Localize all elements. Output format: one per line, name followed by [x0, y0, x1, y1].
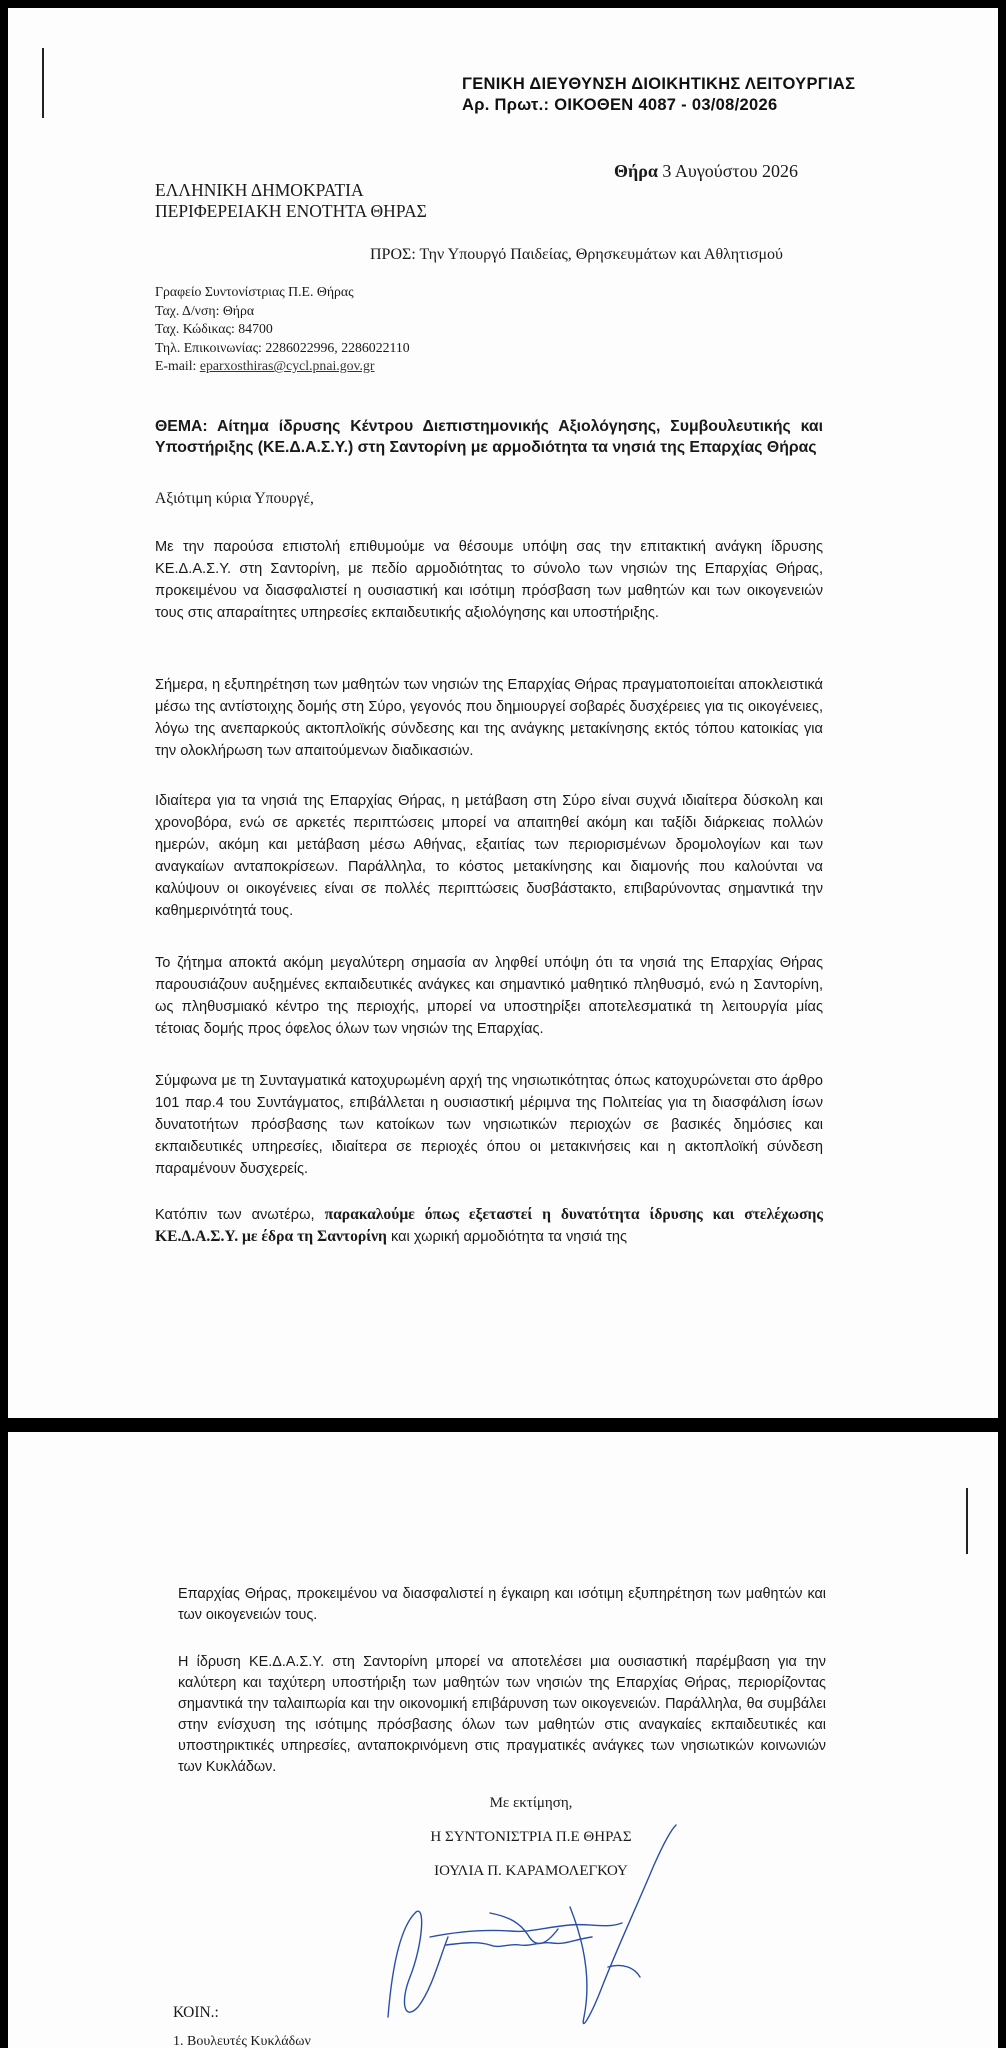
office-phones: Τηλ. Επικοινωνίας: 2286022996, 2286022110: [155, 339, 410, 355]
place-date: [614, 161, 798, 182]
recipient-line: ΠΡΟΣ: Την Υπουργό Παιδείας, Θρησκευμάτων και Αθλητισμού: [370, 246, 783, 263]
body-paragraph: Ιδιαίτερα για τα νησιά της Επαρχίας Θήρας, η μετάβαση στη Σύρο είναι συχνά ιδιαίτερα δύσκολη και χρονοβόρα, ενώ σε αρκετές περιπτώσεις μπορεί να απαιτηθεί ακόμη και ταξίδι διάρκειας πολλών ημερών, ακόμη και μετάβαση μέσω Αθήνας, εξαιτίας των περιορισμένων δρομολογίων και των αναγκαίων ανταποκρίσεων. Παράλληλα, το κόστος μετακίνησης και διαμονής που καλούνται να καλύψουν οι οικογένειες είναι σε πολλές περιπτώσεις δυσβάστακτο, επιβαρύνοντας σημαντικά την καθημερινότητά τους.: [155, 793, 823, 919]
request-intro: Κατόπιν των ανωτέρω,: [155, 1207, 325, 1223]
authority-line-2: ΠΕΡΙΦΕΡΕΙΑΚΗ ΕΝΟΤΗΤΑ ΘΗΡΑΣ: [155, 201, 427, 221]
request-paragraph: [155, 1204, 823, 1248]
closing-greeting: Με εκτίμηση,: [489, 1795, 573, 1811]
email-label: E-mail:: [155, 358, 200, 373]
body-paragraph: Σήμερα, η εξυπηρέτηση των μαθητών των νησιών της Επαρχίας Θήρας πραγματοποιείται αποκλειστικά μέσω της αντίστοιχης δομής στη Σύρο, γεγονός που δημιουργεί σοβαρές δυσχέρειες για τις οικογένειες, λόγω της ανεπαρκούς ακτοπλοϊκής σύνδεσης και της ανάγκης μετακίνησης εκτός τόπου κατοικίας για την ολοκλήρωση των απαιτούμενων διαδικασιών.: [155, 677, 823, 759]
salutation: Αξιότιμη κύρια Υπουργέ,: [155, 490, 314, 507]
email-link[interactable]: eparxosthiras@cycl.pnai.gov.gr: [199, 358, 375, 373]
cc-recipient: 1. Βουλευτές Κυκλάδων: [173, 2034, 311, 2048]
office-details: [155, 283, 410, 376]
office-name: Γραφείο Συντονίστριας Π.Ε. Θήρας: [155, 284, 354, 299]
body-paragraph: Η ίδρυση ΚΕ.Δ.Α.Σ.Υ. στη Σαντορίνη μπορεί να αποτελέσει μια ουσιαστική παρέμβαση για την καλύτερη και ταχύτερη υποστήριξη των μαθητών των νησιών της Επαρχίας Θήρας, περιορίζοντας σημαντικά την ταλαιπωρία και την οικονομική επιβάρυνση των οικογενειών. Παράλληλα, θα συμβάλει στην ενίσχυση της ισότιμης πρόσβασης όλων των μαθητών στις αναγκαίες εκπαιδευτικές και υποστηρικτικές υπηρεσίες, ανταποκρινόμενη στις πραγματικές ανάγκες των νησιωτικών κοινωνιών των Κυκλάδων.: [178, 1654, 826, 1775]
place: Θήρα: [614, 161, 658, 181]
handwritten-signature: [370, 1817, 700, 2047]
signatory-title: Η ΣΥΝΤΟΝΙΣΤΡΙΑ Π.Ε ΘΗΡΑΣ: [430, 1829, 632, 1845]
subject-line: ΘΕΜΑ: Αίτημα ίδρυσης Κέντρου Διεπιστημονικής Αξιολόγησης, Συμβουλευτικής και Υποστήριξης (ΚΕ.Δ.Α.Σ.Υ.) στη Σαντορίνη με αρμοδιότητα τα νησιά της Επαρχίας Θήρας: [155, 418, 823, 456]
letter-page-2: [8, 1432, 998, 2048]
cc-label: ΚΟΙΝ.:: [173, 2004, 219, 2021]
body-paragraph: Επαρχίας Θήρας, προκειμένου να διασφαλιστεί η έγκαιρη και ισότιμη εξυπηρέτηση των μαθητών και των οικογενειών τους.: [178, 1586, 826, 1623]
request-continued: και χωρική αρμοδιότητα τα νησιά της: [386, 1229, 628, 1245]
office-postcode: Ταχ. Κώδικας: 84700: [155, 321, 273, 336]
office-email-line: [155, 357, 410, 376]
body-paragraph: Το ζήτημα αποκτά ακόμη μεγαλύτερη σημασία αν ληφθεί υπόψη ότι τα νησιά της Επαρχίας Θήρας παρουσιάζουν αυξημένες εκπαιδευτικές ανάγκες και σημαντικό μαθητικό πληθυσμό, ενώ η Σαντορίνη, ως πληθυσμιακό κέντρο της περιοχής, μπορεί να υποστηρίξει αποτελεσματικά τη λειτουργία μίας τέτοιας δομής προς όφελος όλων των νησιών της Επαρχίας.: [155, 955, 823, 1037]
date: 3 Αυγούστου 2026: [662, 161, 799, 181]
authority-line-1: ΕΛΛΗΝΙΚΗ ΔΗΜΟΚΡΑΤΙΑ: [155, 180, 364, 200]
issuing-authority: [155, 180, 427, 222]
body-paragraph: Με την παρούσα επιστολή επιθυμούμε να θέσουμε υπόψη σας την επιτακτική ανάγκη ίδρυσης ΚΕ.Δ.Α.Σ.Υ. στη Σαντορίνη, με πεδίο αρμοδιότητας το σύνολο των νησιών της Επαρχίας Θήρας, προκειμένου να διασφαλιστεί η ουσιαστική και ισότιμη πρόσβαση των μαθητών και των οικογενειών τους στις απαραίτητες υπηρεσίες εκπαιδευτικής αξιολόγησης και υποστήριξης.: [155, 539, 823, 621]
letter-page-1: [8, 8, 998, 1418]
scan-edge-mark: [42, 48, 44, 118]
letter-header: [462, 74, 855, 116]
signatory-name: ΙΟΥΛΙΑ Π. ΚΑΡΑΜΟΛΕΓΚΟΥ: [434, 1863, 628, 1879]
header-directorate: ΓΕΝΙΚΗ ΔΙΕΥΘΥΝΣΗ ΔΙΟΙΚΗΤΙΚΗΣ ΛΕΙΤΟΥΡΓΙΑΣ: [462, 75, 856, 93]
scan-edge-mark: [966, 1488, 968, 1554]
office-address: Ταχ. Δ/νση: Θήρα: [155, 302, 255, 318]
request-emphasis: παρακαλούμε όπως εξεταστεί η δυνατότητα ίδρυσης και στελέχωσης ΚΕ.Δ.Α.Σ.Υ. με έδρα τη Σαντορίνη: [155, 1206, 823, 1245]
body-paragraph: Σύμφωνα με τη Συνταγματικά κατοχυρωμένη αρχή της νησιωτικότητας όπως κατοχυρώνεται στο άρθρο 101 παρ.4 του Συντάγματος, επιβάλλεται η ουσιαστική μέριμνα της Πολιτείας για τη διασφάλιση ίσων δυνατοτήτων πρόσβασης των κατοίκων των νησιωτικών περιοχών σε βασικές δημόσιες και εκπαιδευτικές υπηρεσίες, ιδιαίτερα σε περιοχές όπου οι μετακινήσεις και η ακτοπλοϊκή σύνδεση παραμένουν δυσχερείς.: [155, 1073, 823, 1177]
header-protocol-number: Αρ. Πρωτ.: ΟΙΚΟΘΕΝ 4087 - 03/08/2026: [462, 96, 778, 114]
